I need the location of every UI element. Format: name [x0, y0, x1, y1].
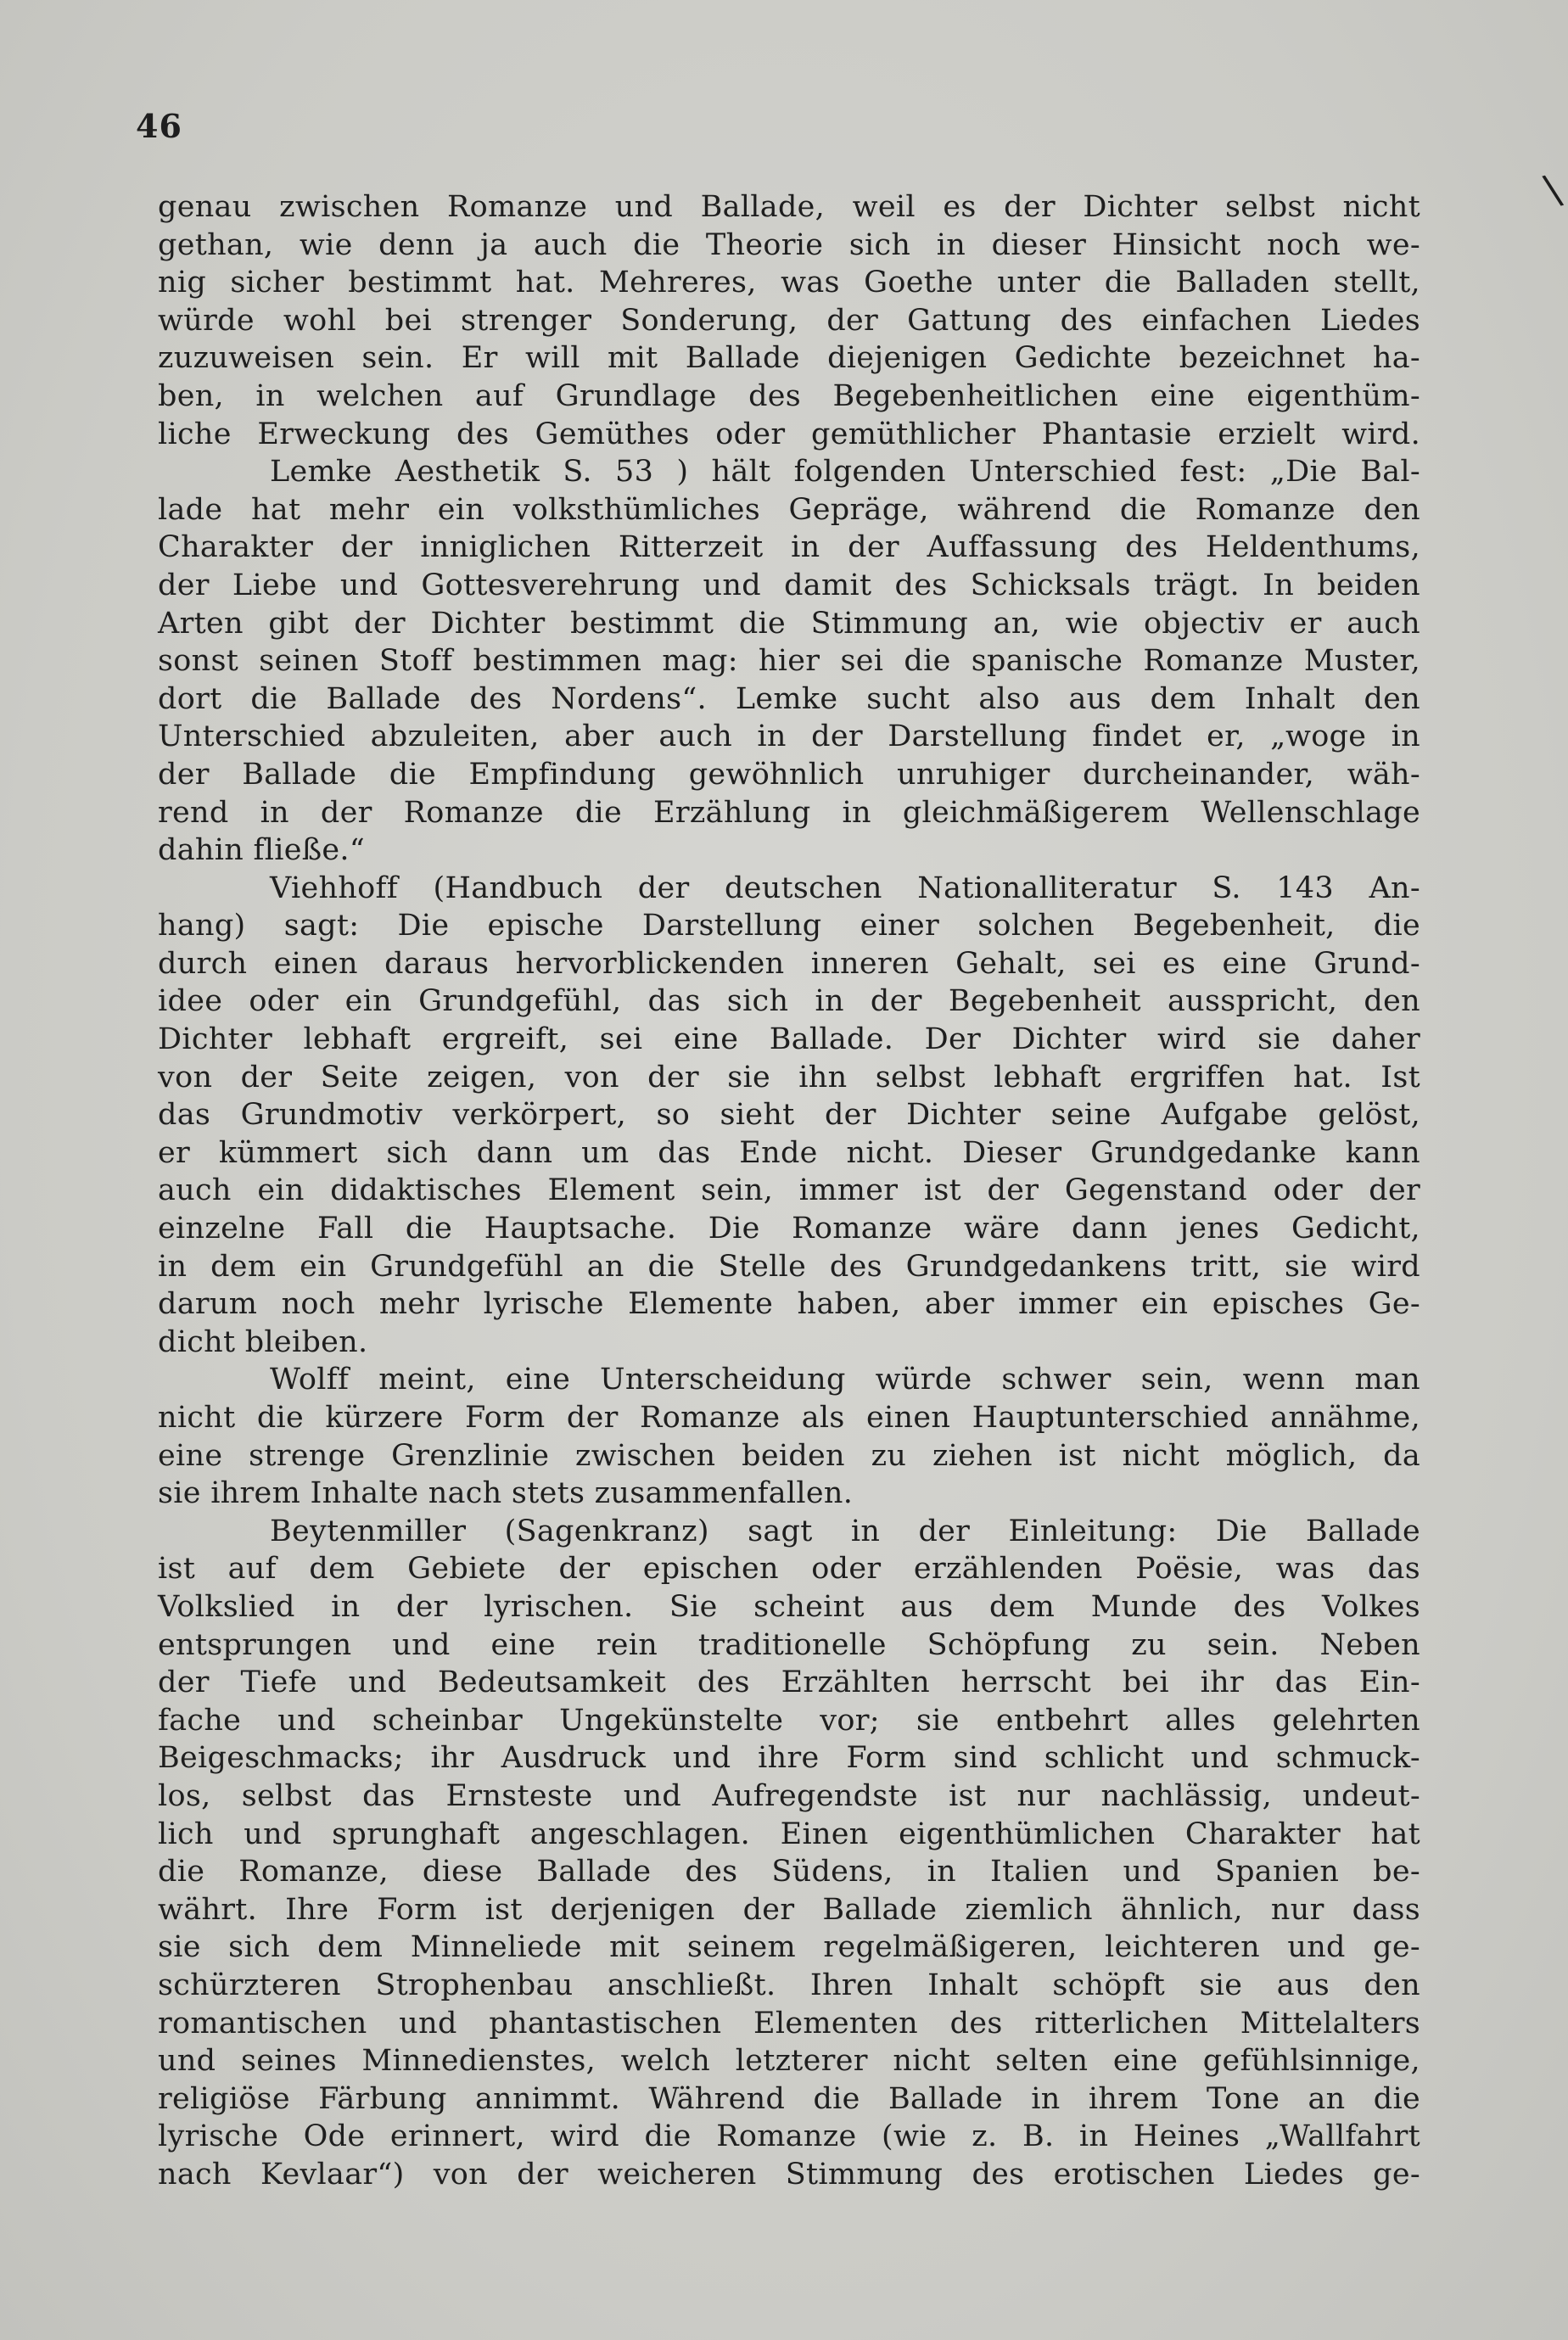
text-line: entsprungen und eine rein traditionelle Schöpfung zu sein. Neben — [158, 1627, 1420, 1662]
text-line: lich und sprunghaft angeschlagen. Einen eigenthümlichen Charakter hat — [158, 1817, 1420, 1851]
text-line: nach Kevlaar“) von der weicheren Stimmung des erotischen Liedes ge- — [158, 2157, 1420, 2192]
text-line: Arten gibt der Dichter bestimmt die Stimmung an, wie objectiv er auch — [158, 606, 1420, 641]
text-line: der Ballade die Empfindung gewöhnlich unruhiger durcheinander, wäh- — [158, 757, 1420, 792]
text-line: die Romanze, diese Ballade des Südens, in Italien und Spanien be- — [158, 1855, 1420, 1889]
text-line: Wolff meint, eine Unterscheidung würde schwer sein, wenn man — [270, 1363, 1420, 1397]
text-line: nig sicher bestimmt hat. Mehreres, was Goethe unter die Balladen stellt, — [158, 266, 1420, 300]
text-line: schürzteren Strophenbau anschließt. Ihren Inhalt schöpft sie aus den — [158, 1968, 1420, 2002]
text-line: würde wohl bei strenger Sonderung, der Gattung des einfachen Liedes — [158, 303, 1420, 338]
text-line: er kümmert sich dann um das Ende nicht. Dieser Grundgedanke kann — [158, 1135, 1420, 1170]
text-line: ben, in welchen auf Grundlage des Begebenheitlichen eine eigenthüm- — [158, 378, 1420, 413]
text-line: einzelne Fall die Hauptsache. Die Romanze wäre dann jenes Gedicht, — [158, 1212, 1420, 1246]
text-line: Unterschied abzuleiten, aber auch in der Darstellung findet er, „woge in — [158, 719, 1420, 754]
text-line: dahin fließe.“ — [158, 833, 366, 868]
text-line: von der Seite zeigen, von der sie ihn selbst lebhaft ergriffen hat. Ist — [158, 1060, 1420, 1094]
text-line: Charakter der inniglichen Ritterzeit in der Auffassung des Heldenthums, — [158, 530, 1420, 565]
text-line: Lemke Aesthetik S. 53 ) hält folgenden Unterschied fest: „Die Bal- — [270, 455, 1420, 490]
text-line: nicht die kürzere Form der Romanze als einen Hauptunterschied annähme, — [158, 1401, 1420, 1435]
text-line: Viehhoff (Handbuch der deutschen Nationalliteratur S. 143 An- — [270, 871, 1420, 905]
text-line: liche Erweckung des Gemüthes oder gemüthlicher Phantasie erzielt wird. — [158, 417, 1420, 451]
text-line: sonst seinen Stoff bestimmen mag: hier sei die spanische Romanze Muster, — [158, 644, 1420, 679]
text-line: religiöse Färbung annimmt. Während die Ballade in ihrem Tone an die — [158, 2081, 1420, 2116]
text-line: sie ihrem Inhalte nach stets zusammenfallen. — [158, 1476, 854, 1511]
text-line: idee oder ein Grundgefühl, das sich in der Begebenheit ausspricht, den — [158, 984, 1420, 1019]
text-line: Dichter lebhaft ergreift, sei eine Ballade. Der Dichter wird sie daher — [158, 1022, 1420, 1057]
text-line: das Grundmotiv verkörpert, so sieht der Dichter seine Aufgabe gelöst, — [158, 1098, 1420, 1133]
text-line: dort die Ballade des Nordens“. Lemke sucht also aus dem Inhalt den — [158, 681, 1420, 716]
text-line: der Tiefe und Bedeutsamkeit des Erzählten herrscht bei ihr das Ein- — [158, 1665, 1420, 1700]
text-line: ist auf dem Gebiete der epischen oder erzählenden Poësie, was das — [158, 1552, 1420, 1587]
text-line: los, selbst das Ernsteste und Aufregendste ist nur nachlässig, undeut- — [158, 1778, 1420, 1813]
text-line: und seines Minnedienstes, welch letzterer nicht selten eine gefühlsinnige, — [158, 2044, 1420, 2079]
text-line: in dem ein Grundgefühl an die Stelle des Grundgedankens tritt, sie wird — [158, 1249, 1420, 1284]
text-line: rend in der Romanze die Erzählung in gleichmäßigerem Wellenschlage — [158, 795, 1420, 830]
text-line: auch ein didaktisches Element sein, immer ist der Gegenstand oder der — [158, 1173, 1420, 1208]
text-line: Beytenmiller (Sagenkranz) sagt in der Einleitung: Die Ballade — [270, 1514, 1420, 1548]
text-line: der Liebe und Gottesverehrung und damit des Schicksals trägt. In beiden — [158, 568, 1420, 602]
text-line: fache und scheinbar Ungekünstelte vor; sie entbehrt alles gelehrten — [158, 1703, 1420, 1738]
text-line: sie sich dem Minneliede mit seinem regelmäßigeren, leichteren und ge- — [158, 1930, 1420, 1965]
text-line: gethan, wie denn ja auch die Theorie sich in dieser Hinsicht noch we- — [158, 227, 1420, 262]
text-line: Beigeschmacks; ihr Ausdruck und ihre Form sind schlicht und schmuck- — [158, 1741, 1420, 1776]
text-line: eine strenge Grenzlinie zwischen beiden zu ziehen ist nicht möglich, da — [158, 1438, 1420, 1473]
text-line: genau zwischen Romanze und Ballade, weil es der Dichter selbst nicht — [158, 190, 1420, 224]
text-line: durch einen daraus hervorblickenden inneren Gehalt, sei es eine Grund- — [158, 946, 1420, 981]
text-line: zuzuweisen sein. Er will mit Ballade diejenigen Gedichte bezeichnet ha- — [158, 341, 1420, 376]
text-line: lyrische Ode erinnert, wird die Romanze (wie z. B. in Heines „Wallfahrt — [158, 2119, 1420, 2154]
body-text — [158, 188, 1420, 2193]
text-line: darum noch mehr lyrische Elemente haben, aber immer ein episches Ge- — [158, 1287, 1420, 1322]
text-line: hang) sagt: Die epische Darstellung einer solchen Begebenheit, die — [158, 909, 1420, 943]
text-line: romantischen und phantastischen Elementen des ritterlichen Mittelalters — [158, 2006, 1420, 2041]
text-line: Volkslied in der lyrischen. Sie scheint aus dem Munde des Volkes — [158, 1589, 1420, 1624]
text-line: dicht bleiben. — [158, 1324, 368, 1359]
page-edge-mark: \ — [1539, 165, 1565, 216]
text-line: lade hat mehr ein volksthümliches Gepräge, während die Romanze den — [158, 492, 1420, 527]
text-line: währt. Ihre Form ist derjenigen der Ballade ziemlich ähnlich, nur dass — [158, 1892, 1420, 1927]
page-number: 46 — [136, 107, 182, 145]
